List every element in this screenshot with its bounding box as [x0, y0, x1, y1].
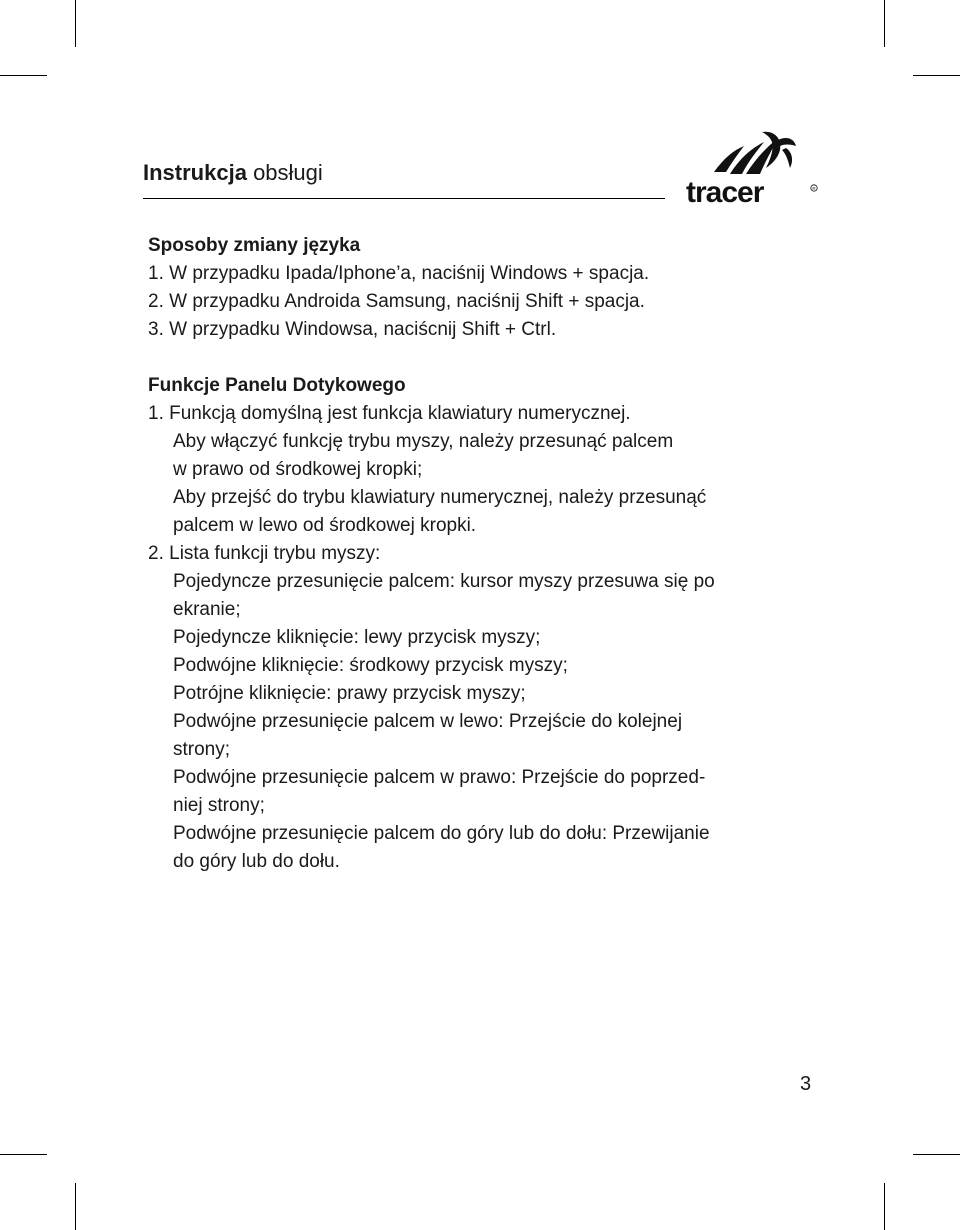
list-item-text: Podwójne przesunięcie palcem w lewo: Przejście do kolejnej — [173, 711, 683, 732]
list-item-text: do góry lub do dołu. — [173, 851, 340, 872]
crop-mark — [75, 1183, 76, 1230]
page-number: 3 — [800, 1073, 812, 1095]
list-item-text: niej strony; — [173, 795, 265, 816]
list-item-text: Aby przejść do trybu klawiatury numerycznej, należy przesunąć — [173, 487, 707, 508]
crop-mark — [884, 1183, 885, 1230]
page-title-rest: obsługi — [253, 160, 323, 185]
section-heading: Sposoby zmiany języka — [148, 235, 361, 256]
list-item-text: Podwójne kliknięcie: środkowy przycisk myszy; — [173, 655, 568, 676]
tracer-logo — [686, 128, 820, 208]
header-divider — [143, 198, 665, 199]
list-item: 1. Funkcją domyślną jest funkcja klawiatury numerycznej. — [148, 403, 631, 424]
crop-mark — [884, 0, 885, 47]
crop-mark — [75, 0, 76, 47]
list-item: 2. W przypadku Androida Samsung, naciśnij Shift + spacja. — [148, 291, 645, 312]
list-item: 2. Lista funkcji trybu myszy: — [148, 543, 381, 564]
list-item-text: strony; — [173, 739, 231, 760]
list-item-text: Podwójne przesunięcie palcem w prawo: Przejście do poprzed- — [173, 767, 706, 788]
list-item-text: Pojedyncze kliknięcie: lewy przycisk myszy; — [173, 627, 541, 648]
brand-wordmark: tracer — [686, 176, 764, 208]
crop-mark — [0, 75, 47, 76]
list-item-text: Podwójne przesunięcie palcem do góry lub do dołu: Przewijanie — [173, 823, 710, 844]
document-body — [148, 232, 828, 876]
list-item-text: Pojedyncze przesunięcie palcem: kursor myszy przesuwa się po — [173, 571, 715, 592]
list-item-text: Potrójne kliknięcie: prawy przycisk myszy; — [173, 683, 526, 704]
list-item: 1. W przypadku Ipada/Iphone’a, naciśnij Windows + spacja. — [148, 263, 650, 284]
crop-mark — [913, 1154, 960, 1155]
section-heading: Funkcje Panelu Dotykowego — [148, 375, 406, 396]
list-item-text: ekranie; — [173, 599, 241, 620]
list-item-text: palcem w lewo od środkowej kropki. — [173, 515, 477, 536]
list-item: 3. W przypadku Windowsa, naciścnij Shift + Ctrl. — [148, 319, 557, 340]
list-item-text: Aby włączyć funkcję trybu myszy, należy przesunąć palcem — [173, 431, 674, 452]
crop-mark — [913, 75, 960, 76]
page-title — [143, 158, 323, 188]
crop-mark — [0, 1154, 47, 1155]
list-item-text: w prawo od środkowej kropki; — [173, 459, 423, 480]
page-title-bold: Instrukcja — [143, 160, 247, 185]
svg-text:R: R — [812, 186, 816, 191]
